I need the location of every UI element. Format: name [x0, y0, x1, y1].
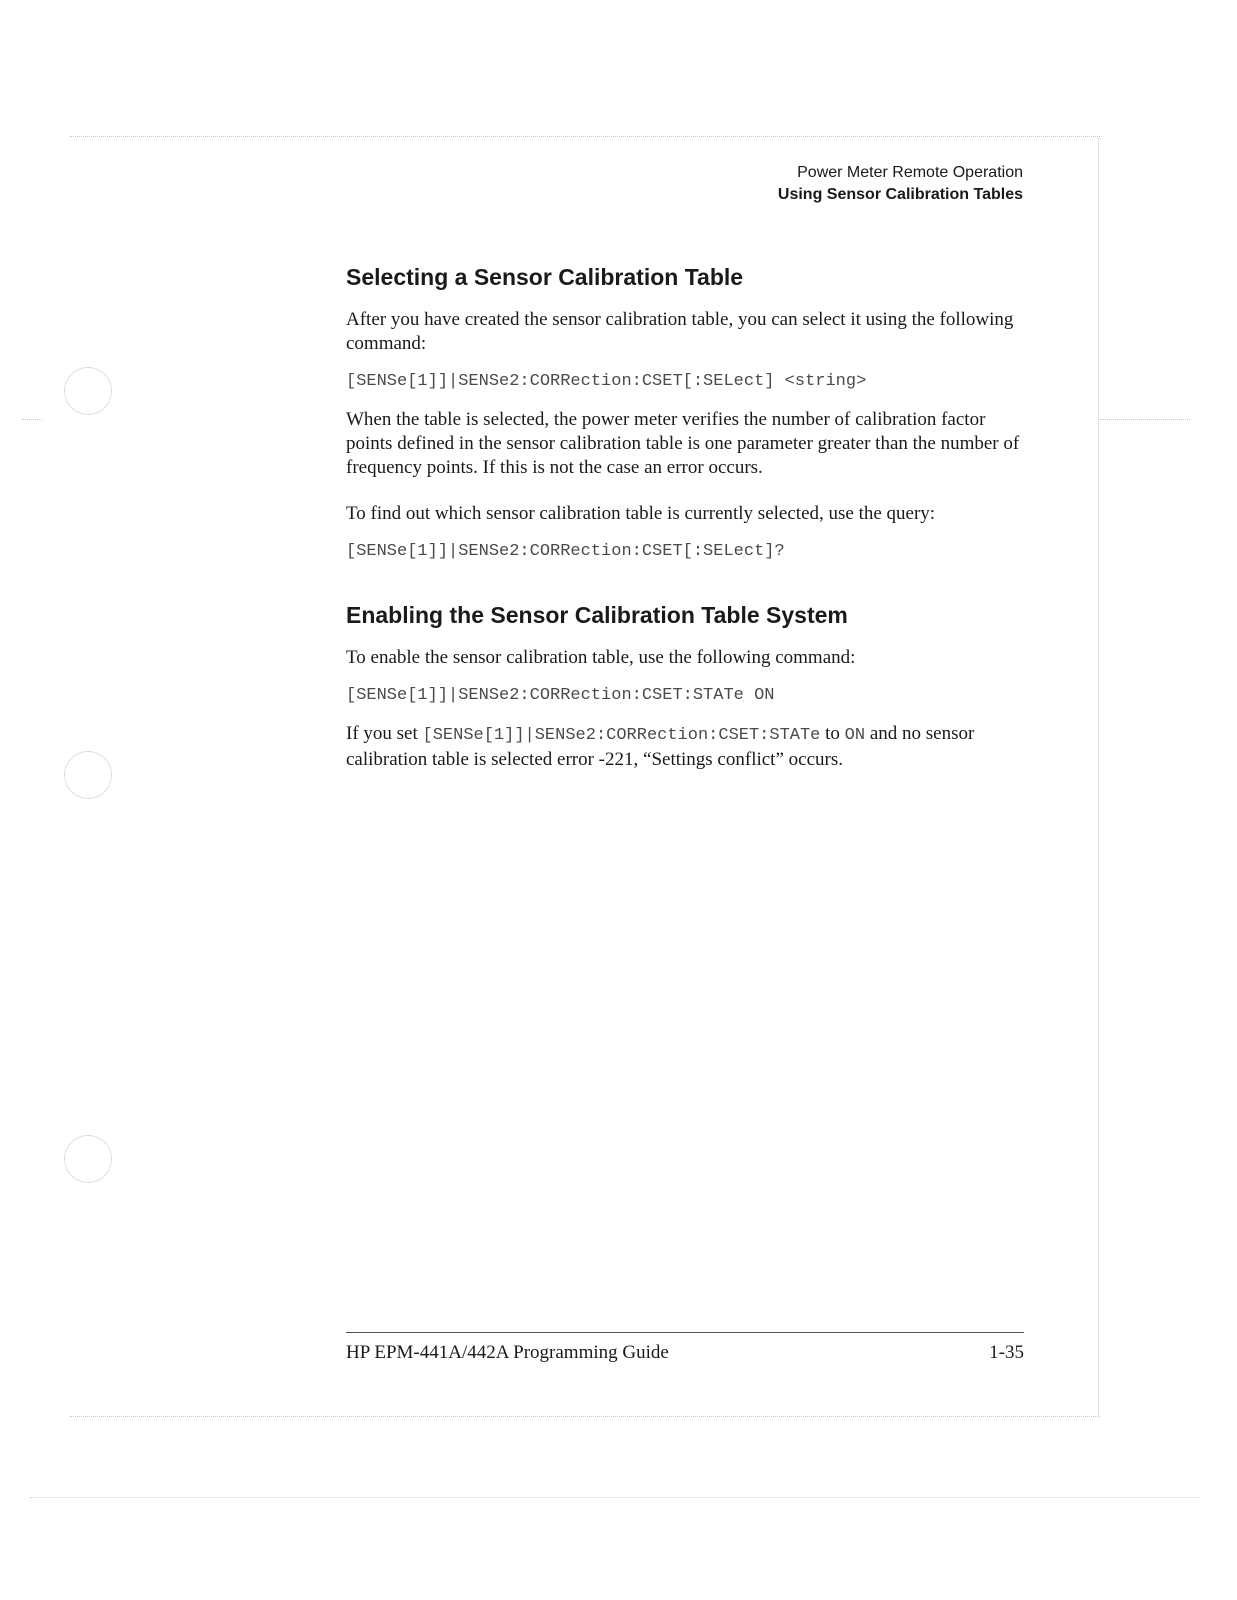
page-number: 1-35	[989, 1342, 1024, 1363]
note-prefix: If you set	[346, 723, 423, 744]
page-content	[346, 262, 1026, 786]
header-chapter: Power Meter Remote Operation	[797, 164, 1023, 181]
selecting-heading: Selecting a Sensor Calibration Table	[346, 264, 744, 290]
running-header	[778, 162, 1023, 206]
enabling-section	[346, 600, 1026, 772]
enabling-intro: To enable the sensor calibration table, use the following command:	[346, 647, 856, 668]
footer-rule	[346, 1332, 1024, 1333]
note-on: ON	[844, 726, 866, 745]
note-suffix: and no sensor calibration table is selected error -221, “Settings conflict” occurs.	[346, 723, 975, 770]
header-section: Using Sensor Calibration Tables	[777, 186, 1023, 203]
query-command: [SENSe[1]]|SENSe2:CORRection:CSET[:SELect]?	[346, 542, 785, 561]
note-code: [SENSe[1]]|SENSe2:CORRection:CSET:STATe	[422, 726, 821, 745]
enabling-heading: Enabling the Sensor Calibration Table System	[346, 602, 848, 628]
selecting-intro: After you have created the sensor calibration table, you can select it using the following command:	[346, 309, 1014, 354]
verify-paragraph: When the table is selected, the power meter verifies the number of calibration factor points defined in the sensor calibration table is one parameter greater than the number of frequency points. If this is not the case an error occurs.	[346, 409, 1020, 478]
note-mid: to	[820, 723, 845, 744]
query-intro: To find out which sensor calibration table is currently selected, use the query:	[346, 503, 936, 524]
binder-hole-top	[64, 367, 112, 415]
scan-border-bottom	[70, 1416, 1100, 1417]
enabling-note	[346, 722, 1026, 772]
scan-border-bottom-outer	[30, 1497, 1200, 1498]
scan-tick-left	[22, 419, 42, 420]
scan-border-right	[1098, 138, 1099, 1416]
scan-tick-right	[1100, 419, 1190, 420]
footer-guide-title: HP EPM-441A/442A Programming Guide	[346, 1342, 669, 1363]
page-footer	[346, 1341, 1024, 1365]
scan-border-top	[70, 136, 1100, 137]
enable-command: [SENSe[1]]|SENSe2:CORRection:CSET:STATe ON	[346, 686, 775, 705]
binder-hole-bottom	[64, 1135, 112, 1183]
binder-hole-middle	[64, 751, 112, 799]
select-command: [SENSe[1]]|SENSe2:CORRection:CSET[:SELect] <string>	[346, 372, 867, 391]
